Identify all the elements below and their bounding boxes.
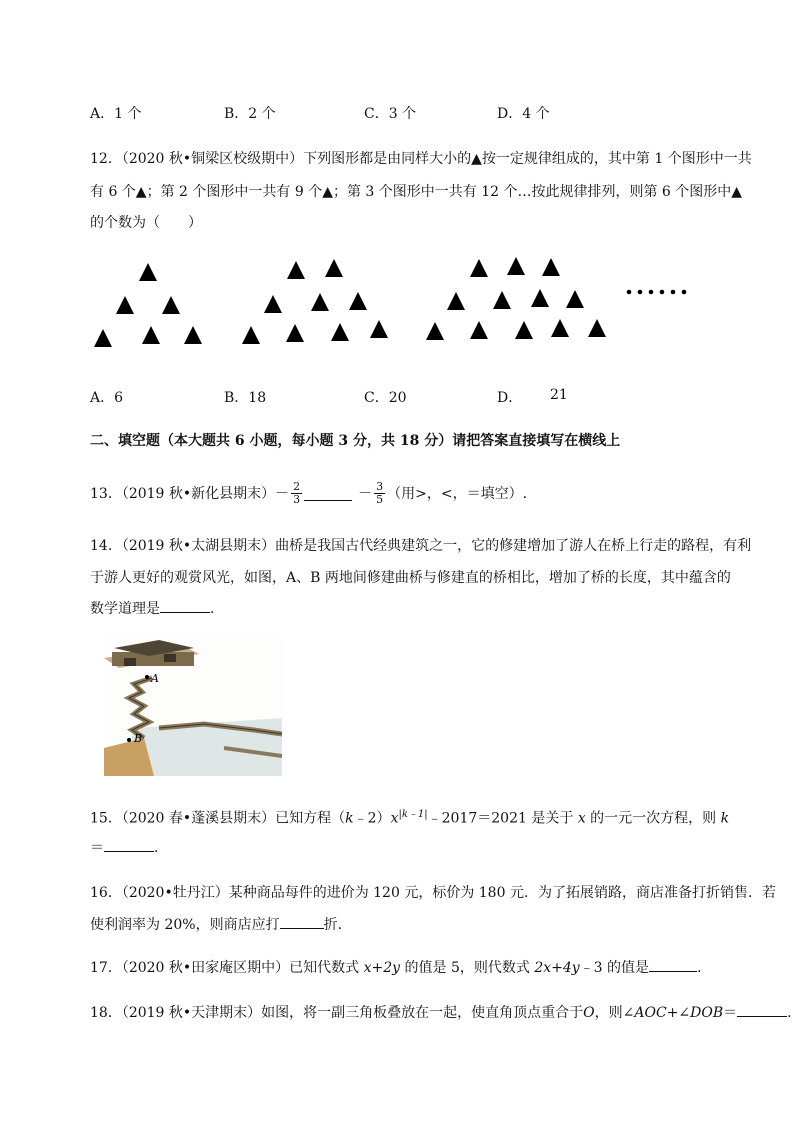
q15-mid2: ﹣2017＝2021 是关于	[427, 810, 574, 827]
triangle-icon	[116, 296, 134, 314]
q13-fraction-2-denominator: 5	[376, 492, 384, 506]
q17-text-a: 17．（2020 秋•田家庵区期中）已知代数式	[90, 960, 360, 976]
triangle-icon	[242, 326, 260, 344]
q17-end: .	[697, 960, 702, 976]
triangle-icon	[184, 326, 202, 344]
triangle-icon	[94, 329, 112, 347]
q15-end: .	[154, 840, 159, 856]
triangle-icon	[264, 295, 282, 313]
q18-text-c: +∠	[666, 1005, 691, 1021]
q14-bridge-illustration	[104, 638, 282, 776]
q13-minus-1: －	[275, 486, 290, 502]
q12-option-a: A．6	[90, 390, 124, 406]
q12-line3: 的个数为（ ）	[90, 215, 202, 231]
point-b-marker	[127, 738, 131, 742]
triangle-icon	[349, 292, 367, 310]
q13-suffix: （用>，<，＝填空）.	[387, 486, 528, 502]
q15-prefix: 15．（2020 春•蓬溪县期末）已知方程（	[90, 810, 346, 827]
q12-option-b: B．18	[224, 390, 267, 406]
q14-answer-blank[interactable]	[160, 598, 210, 613]
triangle-icon	[426, 322, 444, 340]
q13-prefix: 13．（2019 秋•新化县期末）	[90, 486, 276, 502]
q18-o: O	[583, 1005, 595, 1021]
q18-text-b: ，则∠	[594, 1005, 635, 1021]
q18-answer-blank[interactable]	[737, 1002, 787, 1017]
triangle-icon	[286, 324, 304, 342]
ellipsis-dot	[660, 290, 665, 295]
q13-minus-2: －	[358, 486, 373, 502]
q13-fraction-2-numerator: 3	[376, 479, 384, 493]
q12-triangle-figures	[0, 0, 794, 380]
q15-x: x	[390, 810, 399, 827]
triangle-icon	[531, 289, 549, 307]
triangle-icon	[370, 320, 388, 338]
q14-line3-end: .	[210, 601, 215, 617]
q16-answer-blank[interactable]	[280, 914, 324, 929]
q12-option-d-value: 21	[550, 387, 568, 403]
triangle-icon	[493, 291, 511, 309]
triangle-icon	[588, 319, 606, 337]
q15-line1	[90, 805, 729, 828]
q11-option-d: D．4 个	[497, 106, 550, 122]
ellipsis-dot	[649, 290, 654, 295]
q15-mid3: 的一元一次方程，则	[590, 810, 717, 827]
q15-line2	[90, 837, 158, 857]
q14-line3-text: 数学道理是	[90, 601, 160, 617]
triangle-icon	[325, 259, 343, 277]
q14-line1: 14．（2019 秋•太湖县期末）曲桥是我国古代经典建筑之一，它的修建增加了游人在桥上行走的路程，有利	[90, 538, 752, 554]
q13-answer-blank[interactable]	[304, 486, 352, 501]
q11-option-c: C．3 个	[364, 106, 417, 122]
q18-text-d: ＝	[723, 1005, 738, 1021]
triangle-icon	[470, 321, 488, 339]
label-b: B	[134, 732, 143, 745]
q17-expr2: 2x+4y	[534, 960, 580, 976]
q16-line2-text: 使利润率为 20%，则商店应打	[90, 917, 280, 933]
section-2-title: 二、填空题（本大题共 6 小题，每小题 3 分，共 18 分）请把答案直接填写在横线上	[90, 433, 621, 449]
triangle-icon	[311, 293, 329, 311]
q16-line2	[90, 914, 342, 934]
q12-option-d-label: D．	[497, 390, 523, 406]
q15-k: k	[345, 810, 354, 827]
q18-text-a: 18．（2019 秋•天津期末）如图，将一副三角板叠放在一起，使直角顶点重合于	[90, 1005, 584, 1021]
ellipsis-dot	[638, 290, 643, 295]
ellipsis-dot	[671, 290, 676, 295]
q12-line2: 有 6 个▲；第 2 个图形中一共有 9 个▲；第 3 个图形中一共有 12 个…按此规律排列，则第 6 个图形中▲	[90, 184, 743, 200]
q17-expr1: x+2y	[363, 960, 401, 976]
triangle-icon	[331, 323, 349, 341]
question-18	[90, 1002, 792, 1022]
q15-mid1: ﹣2）	[353, 810, 391, 827]
q15-k2: k	[720, 810, 730, 827]
question-13	[90, 478, 527, 508]
q13-fraction-2	[374, 481, 385, 506]
q14-line2: 于游人更好的观赏风光，如图，A、B 两地间修建曲桥与修建直的桥相比，增加了桥的长度，其中蕴含的	[90, 570, 731, 586]
q15-exponent: |k﹣1|	[398, 809, 428, 820]
q15-equals: ＝	[90, 840, 104, 856]
q17-answer-blank[interactable]	[649, 957, 697, 972]
triangle-icon	[139, 263, 157, 281]
q16-line1: 16．（2020•牡丹江）某种商品每件的进价为 120 元，标价为 180 元．为了拓展销路，商店准备打折销售．若	[90, 885, 776, 901]
triangle-icon	[507, 257, 525, 275]
triangle-icon	[515, 321, 533, 339]
point-a-marker	[145, 675, 149, 679]
triangle-icon	[551, 319, 569, 337]
triangle-icon	[287, 261, 305, 279]
triangle-icon	[142, 326, 160, 344]
q14-line3	[90, 598, 214, 618]
q13-fraction-1-denominator: 3	[293, 492, 301, 506]
ellipsis-dot	[627, 290, 632, 295]
q13-fraction-1-numerator: 2	[293, 479, 301, 493]
q18-aoc: AOC	[634, 1005, 667, 1021]
q15-answer-blank[interactable]	[104, 837, 154, 852]
triangle-icon	[566, 290, 584, 308]
q17-text-b: 的值是 5，则代数式	[404, 960, 530, 976]
q15-x2: x	[577, 810, 586, 827]
q12-line1: 12．（2020 秋•铜梁区校级期中）下列图形都是由同样大小的▲按一定规律组成的，其中第 1 个图形中一共	[90, 151, 752, 167]
triangle-icon	[447, 292, 465, 310]
ellipsis-dot	[682, 290, 687, 295]
q11-option-a: A．1 个	[90, 106, 142, 122]
q16-line2-end: 折.	[323, 917, 343, 933]
q18-dob: DOB	[690, 1005, 724, 1021]
q17-text-c: ﹣3 的值是	[579, 960, 650, 976]
q18-end: .	[787, 1005, 792, 1021]
triangle-icon	[470, 259, 488, 277]
q13-fraction-1	[291, 481, 302, 506]
q12-option-c: C．20	[364, 390, 407, 406]
label-a: A	[151, 672, 159, 685]
triangle-icon	[542, 258, 560, 276]
triangle-icon	[162, 296, 180, 314]
q11-option-b: B．2 个	[224, 106, 276, 122]
question-17	[90, 957, 702, 977]
